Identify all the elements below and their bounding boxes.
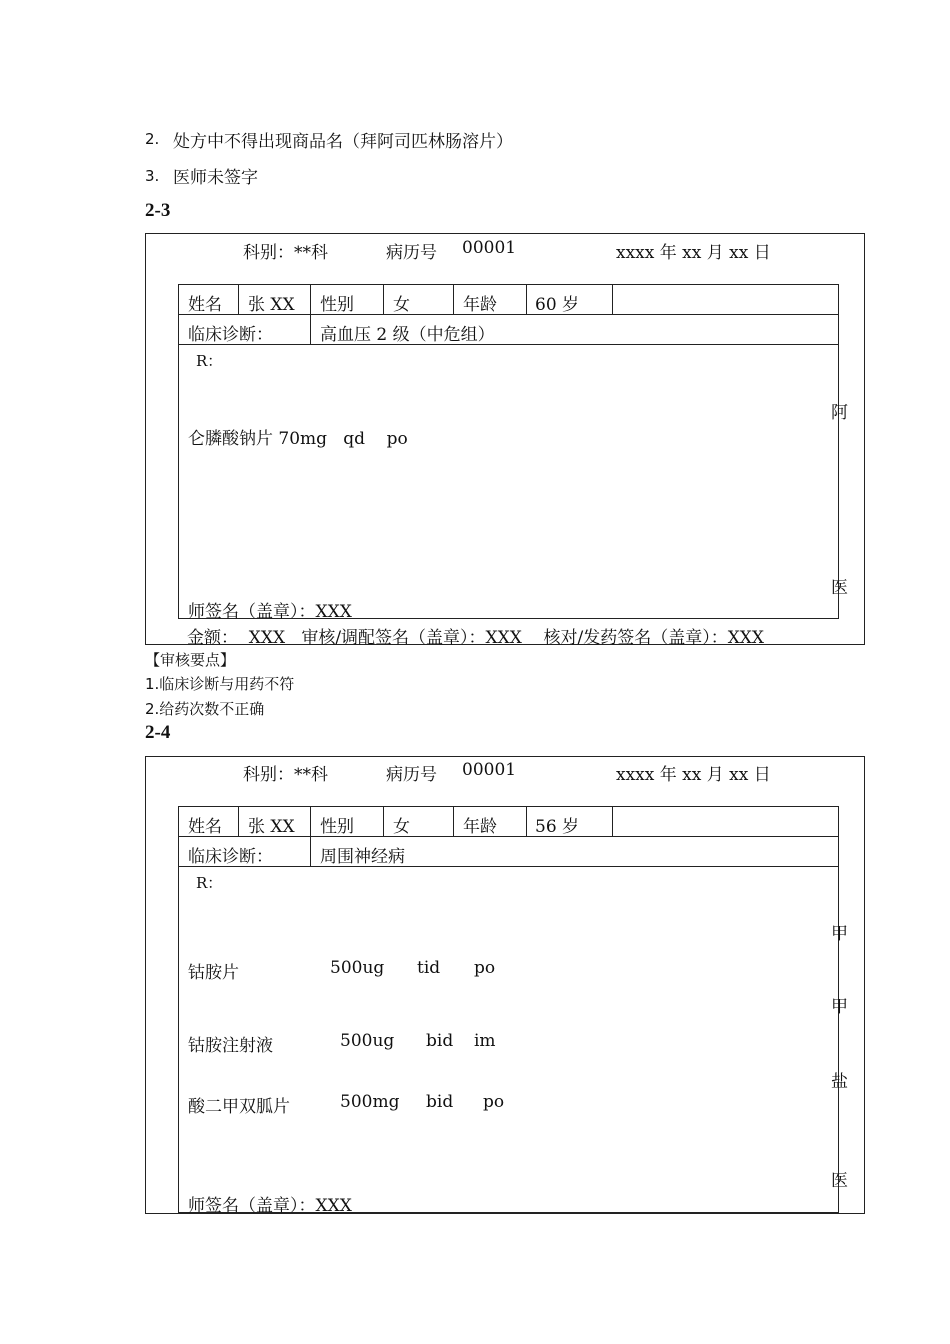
rx-2-3-age: 60 岁 (535, 295, 580, 315)
rx-2-3-rx-label: R： (196, 352, 223, 370)
rx-2-4-drug-1-route: po (474, 958, 496, 978)
rx-2-4-dept: 科别：**科 (243, 765, 328, 785)
review-point-1: 1.临床诊断与用药不符 (145, 675, 295, 693)
rx-2-4-signature: 师签名（盖章）：XXX (188, 1196, 352, 1216)
rx-2-3-date: xxxx 年 xx 月 xx 日 (616, 243, 771, 263)
note-3-text: 医师未签字 (173, 168, 258, 188)
rx-2-4-sex: 女 (393, 817, 410, 837)
rx-2-3-record-no: 00001 (462, 238, 517, 258)
rx-2-3-record-label: 病历号 (386, 243, 437, 263)
rx-2-4-record-no: 00001 (462, 760, 517, 780)
rx-2-4-table (178, 806, 839, 1213)
rx-2-4-diagnosis-label: 临床诊断： (188, 847, 273, 867)
rx-2-3-name: 张 XX (248, 295, 295, 315)
rx-2-4-drug-2-route: im (474, 1031, 496, 1051)
rx-2-4-name-label: 姓名 (188, 817, 222, 837)
rx-2-3-footer: 金额： XXX 审核/调配签名（盖章）：XXX 核对/发药签名（盖章）：XXX (187, 628, 765, 648)
rx-2-3-sex: 女 (393, 295, 410, 315)
review-point-2: 2.给药次数不正确 (145, 700, 265, 718)
rx-2-4-drug-3-route: po (483, 1092, 505, 1112)
rx-2-4-drug-3-dose: 500mg (340, 1092, 400, 1112)
rx-2-4-drug-3-name: 酸二甲双胍片 (188, 1097, 290, 1117)
rx-2-4-drug-1-name: 钴胺片 (188, 963, 239, 983)
rx-2-4-rx-label: R： (196, 874, 223, 892)
note-3-number: 3. (145, 167, 160, 185)
rx-2-3-diagnosis-label: 临床诊断： (188, 325, 273, 345)
rx-2-4-drug-3-freq: bid (426, 1092, 454, 1112)
rx-2-4-record-label: 病历号 (386, 765, 437, 785)
rx-2-4-name: 张 XX (248, 817, 295, 837)
rx-2-3-name-label: 姓名 (188, 295, 222, 315)
rx-2-4-diagnosis: 周围神经病 (320, 847, 405, 867)
rx-2-4-drug-1-dose: 500ug (330, 958, 385, 978)
rx-2-4-drug-2-name: 钴胺注射液 (188, 1036, 273, 1056)
rx-2-4-side-char-2: 甲 (831, 997, 848, 1017)
rx-2-4-drug-2-freq: bid (426, 1031, 454, 1051)
rx-2-3-table (178, 284, 839, 619)
rx-2-4-sex-label: 性别 (320, 817, 354, 837)
review-title: 【审核要点】 (145, 651, 236, 669)
rx-2-4-side-char-3: 盐 (831, 1072, 848, 1092)
rx-2-4-drug-2-dose: 500ug (340, 1031, 395, 1051)
rx-2-3-signature: 师签名（盖章）：XXX (188, 602, 352, 622)
rx-2-3-side-char-1: 阿 (831, 403, 848, 423)
rx-2-3-dept: 科别：**科 (243, 243, 328, 263)
note-2-text: 处方中不得出现商品名（拜阿司匹林肠溶片） (173, 132, 513, 152)
rx-2-4-side-char-1: 甲 (831, 924, 848, 944)
note-2-number: 2. (145, 130, 160, 148)
case-2-4-label: 2-4 (145, 722, 171, 743)
rx-2-4-side-char-4: 医 (831, 1171, 848, 1191)
rx-2-3-sex-label: 性别 (320, 295, 354, 315)
rx-2-4-age-label: 年龄 (463, 817, 497, 837)
rx-2-3-diagnosis: 高血压 2 级（中危组） (320, 325, 495, 345)
rx-2-3-age-label: 年龄 (463, 295, 497, 315)
rx-2-3-drug-1: 仑膦酸钠片 70mg qd po (188, 429, 408, 449)
rx-2-3-side-char-2: 医 (831, 578, 848, 598)
rx-2-4-date: xxxx 年 xx 月 xx 日 (616, 765, 771, 785)
case-2-3-label: 2-3 (145, 200, 171, 221)
rx-2-4-age: 56 岁 (535, 817, 580, 837)
rx-2-4-drug-1-freq: tid (417, 958, 441, 978)
